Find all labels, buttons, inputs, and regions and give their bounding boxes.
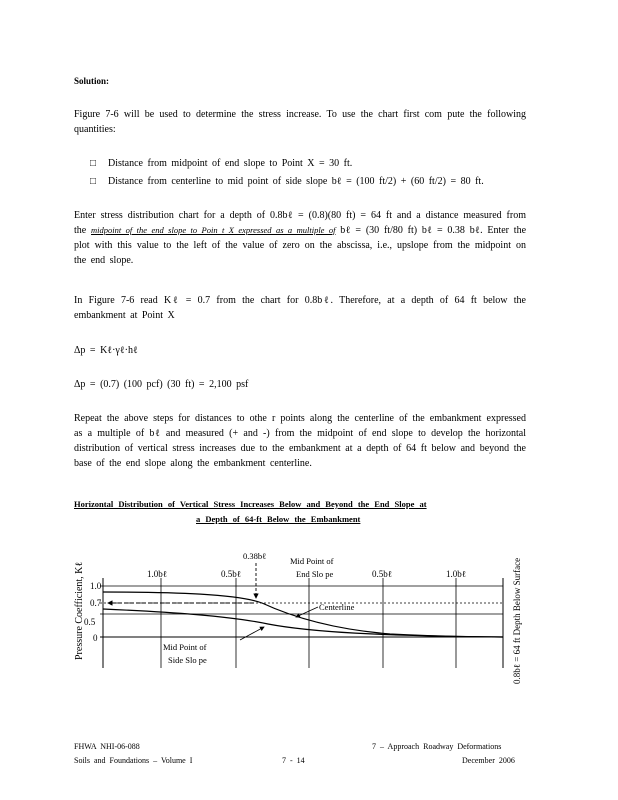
x-tick-label: 0.5bℓ: [372, 569, 393, 579]
footer-right-1: 7 – Approach Roadway Deformations: [372, 742, 502, 751]
checkbox-icon: □: [90, 176, 97, 187]
y-tick-label: 0: [93, 633, 98, 643]
y-tick-label: 1.0: [90, 581, 102, 591]
y-tick-label: 0.7: [90, 598, 102, 608]
x-tick-label: 1.0bℓ: [446, 569, 467, 579]
enter-text-1: Enter stress distribution chart for a depth of 0.8bℓ = (0.8)(80 ft) = 64 ft and a distance measured from the: [74, 210, 526, 236]
footer-right-2: December 2006: [462, 756, 515, 765]
x-tick-label: 1.0bℓ: [147, 569, 168, 579]
enter-text-2: bℓ = (30 ft/80 ft) bℓ = 0.38 bℓ. Enter the plot with this value to the left of the value of zero on the abscissa, i.e., upslope from the midpoint on the end slope.: [74, 225, 527, 266]
centerline-curve: [103, 592, 503, 637]
x-tick-label: 0.5bℓ: [221, 569, 242, 579]
checkbox-icon: □: [90, 158, 97, 169]
side-slope-leader: [240, 627, 264, 640]
footer-page-number: 7 - 14: [282, 756, 305, 765]
bullet-text: Distance from centerline to mid point of side slope bℓ = (100 ft/2) + (60 ft/2) = 80 ft.: [108, 176, 484, 187]
solution-heading: Solution:: [74, 76, 110, 86]
intro-paragraph: Figure 7-6 will be used to determine the stress increase. To use the chart first com pute the following quantities:: [74, 109, 526, 135]
mid-end-slope-label: End Slo pe: [296, 569, 334, 579]
right-axis-title: 0.8bℓ = 64 ft Depth Below Surface: [512, 557, 522, 684]
equation-numeric: Δp = (0.7) (100 pcf) (30 ft) = 2,100 psf: [74, 379, 249, 390]
side-slope-curve: [103, 609, 503, 637]
figure-caption-line1: Horizontal Distribution of Vertical Stress Increases Below and Beyond the End Slope at: [74, 499, 427, 509]
y-axis-title: Pressure Coefficient, Kℓ: [74, 561, 85, 660]
footer-left-2: Soils and Foundations – Volume I: [74, 756, 193, 765]
label-0-38: 0.38bℓ: [243, 551, 267, 561]
mid-end-slope-label: Mid Point of: [290, 556, 334, 566]
equation-general: Δp = Kℓ·γℓ·hℓ: [74, 345, 138, 356]
centerline-leader: [296, 607, 318, 617]
repeat-paragraph: Repeat the above steps for distances to othe r points along the centerline of the embankment expressed as a multiple of bℓ and measured (+ and -) from the midpoint of end slope to develop the horizontal distribution of vertical stress increases due to the embankment at a depth of 64 ft below and beyond the base of the end slope along the embankment centerline.: [74, 413, 526, 469]
mid-side-slope-label: Side Slo pe: [168, 655, 207, 665]
read-paragraph: In Figure 7-6 read Kℓ = 0.7 from the chart for 0.8bℓ. Therefore, at a depth of 64 ft below the embankment at Point X: [74, 295, 526, 321]
bullet-text: Distance from midpoint of end slope to Point X = 30 ft.: [108, 158, 353, 169]
y-tick-label: 0.5: [84, 617, 96, 627]
footer-left-1: FHWA NHI-06-088: [74, 742, 140, 751]
enter-underlined-text: midpoint of the end slope to Poin t X expressed as a multiple of: [91, 225, 336, 235]
figure-caption-line2: a Depth of 64-ft Below the Embankment: [196, 514, 361, 524]
centerline-label: Centerline: [319, 602, 355, 612]
mid-side-slope-label: Mid Point of: [163, 642, 207, 652]
